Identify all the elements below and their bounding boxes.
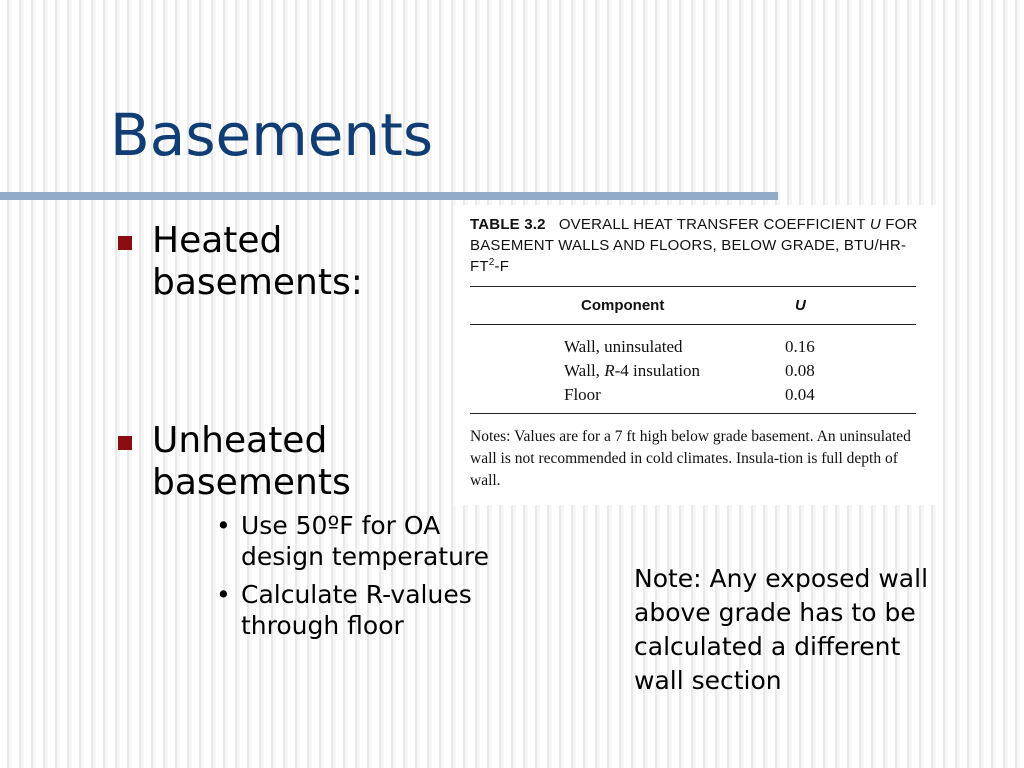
caption-part: -F [494,258,510,275]
bullet-unheated-basements [116,420,456,504]
bullet-text: Heated basements: [152,220,363,303]
caption-superscript: 2 [488,257,495,268]
dot-bullet-icon: • [216,511,231,540]
sub-bullet-text: Calculate R-values through floor [241,580,472,640]
column-header-component: Component [581,297,665,314]
table-cell-u: 0.04 [785,385,815,404]
table-figure [454,205,942,505]
column-header-u: U [795,297,806,314]
table-cell-component: Wall, R-4 insulation [564,361,701,380]
table-caption [470,214,930,277]
table-cell-component: Floor [564,385,601,404]
table-cell-u: 0.16 [785,337,815,356]
dot-bullet-icon: • [216,580,231,609]
table-cell-component: Wall, uninsulated [564,337,683,356]
table-rule [470,286,916,287]
slide-note: Note: Any exposed wall above grade has to be calculated a different wall section [634,564,929,695]
sub-bullet-text: Use 50ºF for OA design temperature [241,511,490,571]
table-row [454,337,942,361]
table-notes: Notes: Values are for a 7 ft high below grade basement. An uninsulated wall is not recommended in cold climates. Insula-tion is full depth of wall. [470,428,911,489]
title-divider [0,192,778,200]
sub-bullet-oa-design [216,510,516,572]
sub-bullet-list [216,510,516,648]
slide-title: Basements [110,101,434,169]
table-rule [470,324,916,325]
caption-part: OVERALL HEAT TRANSFER COEFFICIENT [558,216,866,233]
bullet-heated-basements [116,220,456,304]
table-label: TABLE 3.2 [470,216,546,233]
sub-bullet-r-values [216,579,516,641]
table-cell-u: 0.08 [785,361,815,380]
table-row [454,385,942,409]
caption-part: FOR BASEMENT WALLS AND FLOORS, BELOW GRADE, BTU/HR-FT [470,216,918,275]
caption-symbol-u: U [869,216,881,233]
square-bullet-icon [118,436,132,450]
square-bullet-icon [118,236,132,250]
table-rule [470,413,916,414]
table-row [454,361,942,385]
bullet-text: Unheated basements [152,420,351,503]
